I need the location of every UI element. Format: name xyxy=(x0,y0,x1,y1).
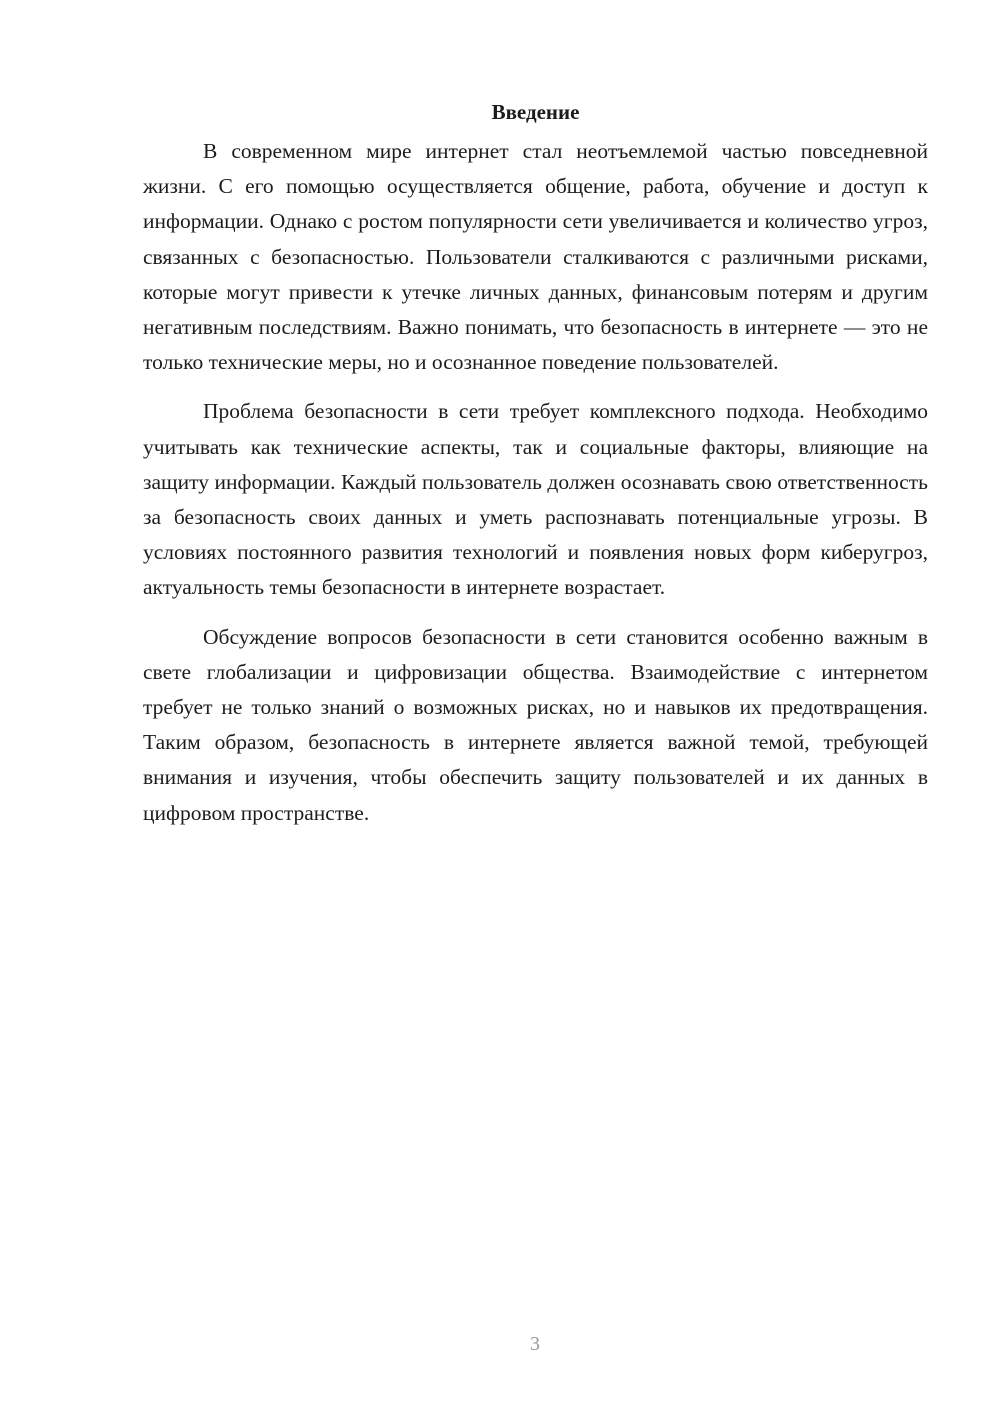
section-heading: Введение xyxy=(491,100,580,124)
paragraph-1: В современном мире интернет стал неотъемлемой частью повседневной жизни. С его помощью осуществляется общение, работа, обучение и доступ к информации. Однако с ростом популярности сети увеличивается и количество угроз, связанных с безопасностью. Пользователи сталкиваются с различными рисками, которые могут привести к утечке личных данных, финансовым потерям и другим негативным последствиям. Важно понимать, что безопасность в интернете — это не только технические меры, но и осознанное поведение пользователей. xyxy=(143,139,928,375)
page-number: 3 xyxy=(530,1333,540,1355)
page-content xyxy=(143,96,928,845)
paragraph-2: Проблема безопасности в сети требует комплексного подхода. Необходимо учитывать как технические аспекты, так и социальные факторы, влияющие на защиту информации. Каждый пользователь должен осознавать свою ответственность за безопасность своих данных и уметь распознавать потенциальные угрозы. В условиях постоянного развития технологий и появления новых форм киберугроз, актуальность темы безопасности в интернете возрастает. xyxy=(143,399,928,600)
paragraph-3: Обсуждение вопросов безопасности в сети становится особенно важным в свете глобализации и цифровизации общества. Взаимодействие с интернетом требует не только знаний о возможных рисках, но и навыков их предотвращения. Таким образом, безопасность в интернете является важной темой, требующей внимания и изучения, чтобы обеспечить защиту пользователей и их данных в цифровом пространстве. xyxy=(143,624,928,825)
